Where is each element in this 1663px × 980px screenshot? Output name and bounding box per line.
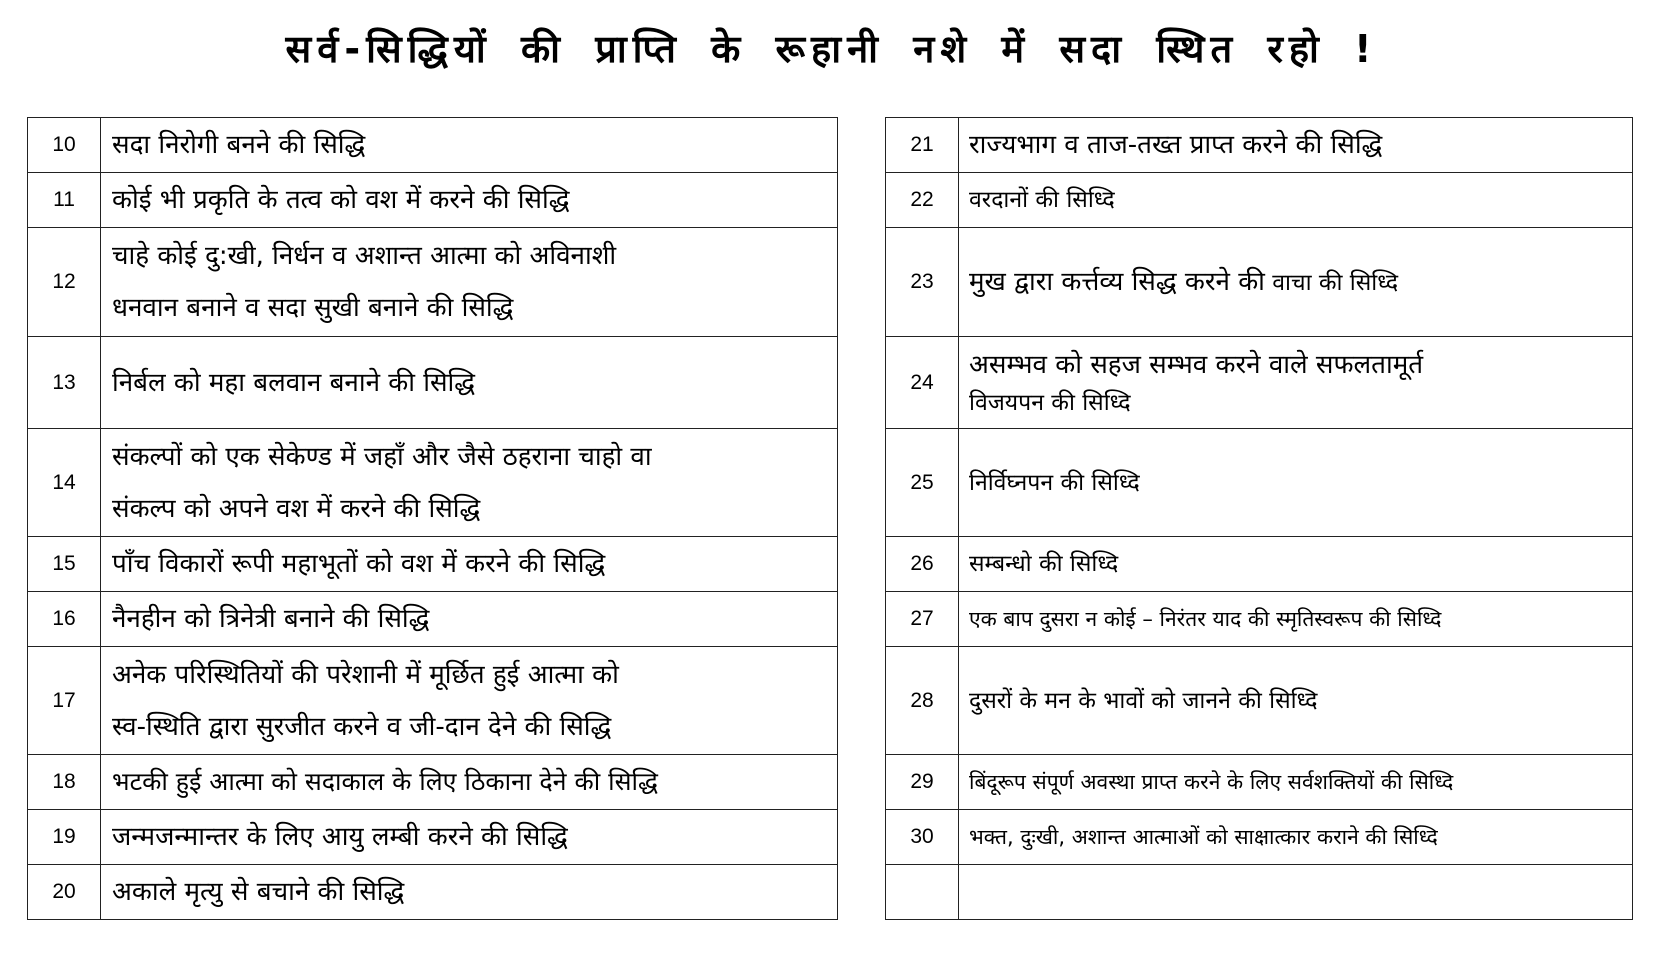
page-title: सर्व-सिद्धियों की प्राप्ति के रूहानी नशे में सदा स्थित रहो ! (285, 27, 1378, 71)
table-row (28, 592, 838, 647)
row-number: 22 (886, 173, 959, 228)
row-number: 27 (886, 592, 959, 647)
siddhi-text: भक्त, दुःखी, अशान्त आत्माओं को साक्षात्कार कराने की सिध्दि (959, 810, 1633, 865)
table-row (28, 537, 838, 592)
siddhi-text: बिंदूरूप संपूर्ण अवस्था प्राप्त करने के लिए सर्वशक्तियों की सिध्दि (959, 755, 1633, 810)
table-row (886, 592, 1633, 647)
row-number: 24 (886, 337, 959, 429)
table-row (886, 810, 1633, 865)
siddhi-table-right (885, 117, 1633, 920)
siddhi-text: अनेक परिस्थितियों की परेशानी में मूर्छित हुई आत्मा को स्व-स्थिति द्वारा सुरजीत करने व जी-दान देने की सिद्धि (101, 647, 838, 755)
siddhi-text: चाहे कोई दु:खी, निर्धन व अशान्त आत्मा को अविनाशी धनवान बनाने व सदा सुखी बनाने की सिद्धि (101, 228, 838, 337)
row-number: 14 (28, 429, 101, 537)
table-row (886, 118, 1633, 173)
table-row (28, 429, 838, 537)
siddhi-text: निर्विघ्नपन की सिध्दि (959, 429, 1633, 537)
row-number-empty (886, 865, 959, 920)
row-number: 17 (28, 647, 101, 755)
table-row (886, 647, 1633, 755)
row-number: 11 (28, 173, 101, 228)
row-number: 28 (886, 647, 959, 755)
row-number: 16 (28, 592, 101, 647)
table-row (28, 647, 838, 755)
siddhi-text: जन्मजन्मान्तर के लिए आयु लम्बी करने की सिद्धि (101, 810, 838, 865)
table-row (28, 337, 838, 429)
row-number: 21 (886, 118, 959, 173)
row-number: 18 (28, 755, 101, 810)
table-row (28, 118, 838, 173)
table-row (28, 810, 838, 865)
row-number: 19 (28, 810, 101, 865)
siddhi-text: संकल्पों को एक सेकेण्ड में जहाँ और जैसे ठहराना चाहो वा संकल्प को अपने वश में करने की सिद्धि (101, 429, 838, 537)
siddhi-text: सम्बन्धो की सिध्दि (959, 537, 1633, 592)
siddhi-text: कोई भी प्रकृति के तत्व को वश में करने की सिद्धि (101, 173, 838, 228)
table-row (886, 429, 1633, 537)
siddhi-text: निर्बल को महा बलवान बनाने की सिद्धि (101, 337, 838, 429)
siddhi-text: दुसरों के मन के भावों को जानने की सिध्दि (959, 647, 1633, 755)
table-row (886, 537, 1633, 592)
table-row (886, 228, 1633, 337)
row-number: 10 (28, 118, 101, 173)
siddhi-text-empty (959, 865, 1633, 920)
table-row (886, 173, 1633, 228)
row-number: 13 (28, 337, 101, 429)
table-row (28, 173, 838, 228)
siddhi-text: पाँच विकारों रूपी महाभूतों को वश में करने की सिद्धि (101, 537, 838, 592)
siddhi-text: मुख द्वारा कर्त्तव्य सिद्ध करने की वाचा की सिध्दि (959, 228, 1633, 337)
row-number: 20 (28, 865, 101, 920)
row-number: 30 (886, 810, 959, 865)
row-number: 26 (886, 537, 959, 592)
siddhi-text: नैनहीन को त्रिनेत्री बनाने की सिद्धि (101, 592, 838, 647)
row-number: 23 (886, 228, 959, 337)
row-number: 29 (886, 755, 959, 810)
siddhi-text: असम्भव को सहज सम्भव करने वाले सफलतामूर्त विजयपन की सिध्दि (959, 337, 1633, 429)
row-number: 12 (28, 228, 101, 337)
siddhi-text: भटकी हुई आत्मा को सदाकाल के लिए ठिकाना देने की सिद्धि (101, 755, 838, 810)
siddhi-text: एक बाप दुसरा न कोई – निरंतर याद की स्मृतिस्वरूप की सिध्दि (959, 592, 1633, 647)
table-row (28, 755, 838, 810)
row-number: 15 (28, 537, 101, 592)
table-row (886, 337, 1633, 429)
siddhi-text: वरदानों की सिध्दि (959, 173, 1633, 228)
siddhi-table-left (27, 117, 838, 920)
table-row-empty (886, 865, 1633, 920)
table-row (28, 865, 838, 920)
table-row (28, 228, 838, 337)
siddhi-text: राज्यभाग व ताज-तख्त प्राप्त करने की सिद्धि (959, 118, 1633, 173)
table-row (886, 755, 1633, 810)
row-number: 25 (886, 429, 959, 537)
siddhi-text: सदा निरोगी बनने की सिद्धि (101, 118, 838, 173)
siddhi-text: अकाले मृत्यु से बचाने की सिद्धि (101, 865, 838, 920)
